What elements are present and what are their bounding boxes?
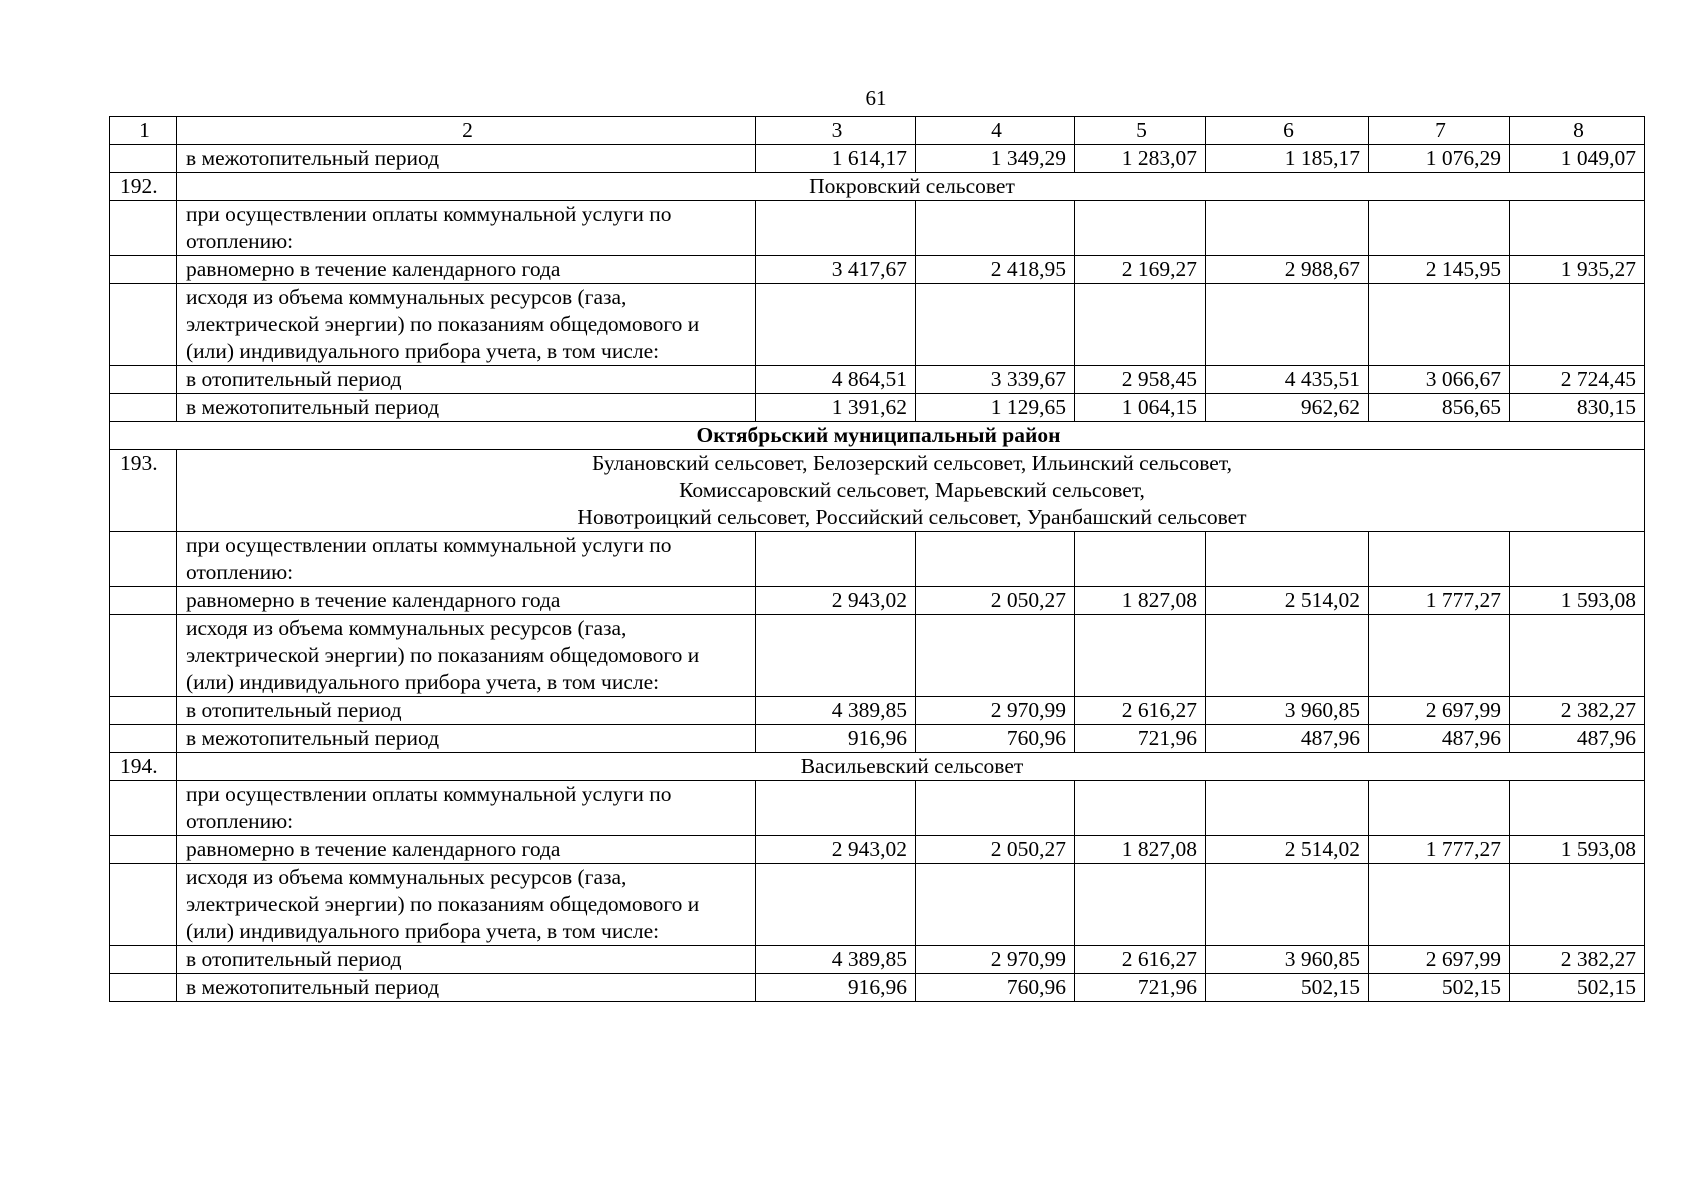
value-cell: 487,96 bbox=[1510, 725, 1645, 753]
value-cell: 1 076,29 bbox=[1369, 145, 1510, 173]
subheading-row bbox=[110, 864, 1645, 946]
row-index bbox=[110, 532, 177, 587]
empty-cell bbox=[1075, 284, 1206, 366]
table-row bbox=[110, 974, 1645, 1002]
header-cell: 3 bbox=[756, 117, 916, 145]
section-title-line: Комиссаровский сельсовет, Марьевский сельсовет, bbox=[679, 478, 1145, 502]
header-cell: 4 bbox=[916, 117, 1075, 145]
subheading-row bbox=[110, 781, 1645, 836]
value-cell: 3 960,85 bbox=[1206, 697, 1369, 725]
empty-cell bbox=[1206, 864, 1369, 946]
table-row bbox=[110, 697, 1645, 725]
row-index bbox=[110, 256, 177, 284]
tariff-table bbox=[109, 116, 1645, 1002]
value-cell: 830,15 bbox=[1510, 394, 1645, 422]
row-label: в межотопительный период bbox=[177, 725, 756, 753]
value-cell: 1 935,27 bbox=[1510, 256, 1645, 284]
value-cell: 3 417,67 bbox=[756, 256, 916, 284]
value-cell: 3 960,85 bbox=[1206, 946, 1369, 974]
section-title bbox=[177, 173, 1645, 201]
value-cell: 2 169,27 bbox=[1075, 256, 1206, 284]
empty-cell bbox=[916, 284, 1075, 366]
value-cell: 2 145,95 bbox=[1369, 256, 1510, 284]
value-cell: 487,96 bbox=[1369, 725, 1510, 753]
value-cell: 2 050,27 bbox=[916, 587, 1075, 615]
empty-cell bbox=[916, 615, 1075, 697]
empty-cell bbox=[1206, 201, 1369, 256]
empty-cell bbox=[916, 201, 1075, 256]
section-title-line: Покровский сельсовет bbox=[809, 174, 1015, 198]
row-index bbox=[110, 864, 177, 946]
subheading-row bbox=[110, 201, 1645, 256]
value-cell: 2 988,67 bbox=[1206, 256, 1369, 284]
section-title-line: Булановский сельсовет, Белозерский сельсовет, Ильинский сельсовет, bbox=[592, 451, 1232, 475]
table-row bbox=[110, 145, 1645, 173]
value-cell: 2 724,45 bbox=[1510, 366, 1645, 394]
empty-cell bbox=[1510, 781, 1645, 836]
table-row bbox=[110, 836, 1645, 864]
value-cell: 1 614,17 bbox=[756, 145, 916, 173]
value-cell: 856,65 bbox=[1369, 394, 1510, 422]
empty-cell bbox=[756, 864, 916, 946]
value-cell: 2 382,27 bbox=[1510, 946, 1645, 974]
empty-cell bbox=[916, 781, 1075, 836]
value-cell: 1 064,15 bbox=[1075, 394, 1206, 422]
value-cell: 962,62 bbox=[1206, 394, 1369, 422]
value-cell: 1 593,08 bbox=[1510, 587, 1645, 615]
row-label: в межотопительный период bbox=[177, 145, 756, 173]
value-cell: 1 049,07 bbox=[1510, 145, 1645, 173]
header-row bbox=[110, 117, 1645, 145]
value-cell: 2 970,99 bbox=[916, 946, 1075, 974]
empty-cell bbox=[1510, 864, 1645, 946]
section-index: 192. bbox=[110, 173, 177, 201]
row-label: равномерно в течение календарного года bbox=[177, 836, 756, 864]
value-cell: 2 514,02 bbox=[1206, 587, 1369, 615]
value-cell: 1 349,29 bbox=[916, 145, 1075, 173]
row-label: при осуществлении оплаты коммунальной услуги по отоплению: bbox=[177, 532, 756, 587]
value-cell: 2 958,45 bbox=[1075, 366, 1206, 394]
empty-cell bbox=[1369, 615, 1510, 697]
value-cell: 2 943,02 bbox=[756, 836, 916, 864]
empty-cell bbox=[1206, 781, 1369, 836]
value-cell: 3 066,67 bbox=[1369, 366, 1510, 394]
empty-cell bbox=[916, 864, 1075, 946]
row-label: в отопительный период bbox=[177, 366, 756, 394]
section-row bbox=[110, 450, 1645, 532]
value-cell: 2 050,27 bbox=[916, 836, 1075, 864]
empty-cell bbox=[1206, 615, 1369, 697]
value-cell: 2 970,99 bbox=[916, 697, 1075, 725]
empty-cell bbox=[756, 615, 916, 697]
value-cell: 502,15 bbox=[1206, 974, 1369, 1002]
row-label: в межотопительный период bbox=[177, 394, 756, 422]
row-index bbox=[110, 201, 177, 256]
empty-cell bbox=[1075, 781, 1206, 836]
empty-cell bbox=[756, 532, 916, 587]
value-cell: 1 391,62 bbox=[756, 394, 916, 422]
row-index bbox=[110, 394, 177, 422]
value-cell: 3 339,67 bbox=[916, 366, 1075, 394]
value-cell: 916,96 bbox=[756, 725, 916, 753]
row-index bbox=[110, 725, 177, 753]
value-cell: 1 827,08 bbox=[1075, 587, 1206, 615]
row-index bbox=[110, 781, 177, 836]
row-index bbox=[110, 697, 177, 725]
row-label: при осуществлении оплаты коммунальной услуги по отоплению: bbox=[177, 781, 756, 836]
header-cell: 1 bbox=[110, 117, 177, 145]
table-row bbox=[110, 587, 1645, 615]
value-cell: 1 593,08 bbox=[1510, 836, 1645, 864]
empty-cell bbox=[1510, 201, 1645, 256]
value-cell: 1 827,08 bbox=[1075, 836, 1206, 864]
section-title bbox=[177, 450, 1645, 532]
page-number: 61 bbox=[865, 86, 887, 110]
value-cell: 2 616,27 bbox=[1075, 946, 1206, 974]
header-cell: 7 bbox=[1369, 117, 1510, 145]
empty-cell bbox=[1369, 781, 1510, 836]
empty-cell bbox=[916, 532, 1075, 587]
value-cell: 760,96 bbox=[916, 974, 1075, 1002]
empty-cell bbox=[1510, 615, 1645, 697]
row-index bbox=[110, 284, 177, 366]
row-index bbox=[110, 587, 177, 615]
row-index bbox=[110, 974, 177, 1002]
value-cell: 4 389,85 bbox=[756, 697, 916, 725]
header-cell: 6 bbox=[1206, 117, 1369, 145]
empty-cell bbox=[756, 201, 916, 256]
table-row bbox=[110, 256, 1645, 284]
district-row bbox=[110, 422, 1645, 450]
value-cell: 4 435,51 bbox=[1206, 366, 1369, 394]
value-cell: 2 382,27 bbox=[1510, 697, 1645, 725]
empty-cell bbox=[1075, 864, 1206, 946]
table-row bbox=[110, 366, 1645, 394]
row-label: в межотопительный период bbox=[177, 974, 756, 1002]
value-cell: 2 418,95 bbox=[916, 256, 1075, 284]
value-cell: 2 514,02 bbox=[1206, 836, 1369, 864]
row-label: исходя из объема коммунальных ресурсов (газа, электрической энергии) по показаниям общедомового и (или) индивидуального прибора учета, в том числе: bbox=[177, 615, 756, 697]
section-row bbox=[110, 173, 1645, 201]
value-cell: 1 777,27 bbox=[1369, 587, 1510, 615]
header-cell: 2 bbox=[177, 117, 756, 145]
section-title-line: Новотроицкий сельсовет, Российский сельсовет, Уранбашский сельсовет bbox=[577, 505, 1247, 529]
table-row bbox=[110, 946, 1645, 974]
table-row bbox=[110, 394, 1645, 422]
empty-cell bbox=[1206, 532, 1369, 587]
row-index bbox=[110, 145, 177, 173]
subheading-row bbox=[110, 532, 1645, 587]
row-label: в отопительный период bbox=[177, 697, 756, 725]
header-cell: 5 bbox=[1075, 117, 1206, 145]
value-cell: 2 697,99 bbox=[1369, 697, 1510, 725]
row-label: при осуществлении оплаты коммунальной услуги по отоплению: bbox=[177, 201, 756, 256]
value-cell: 502,15 bbox=[1510, 974, 1645, 1002]
empty-cell bbox=[1206, 284, 1369, 366]
row-label: исходя из объема коммунальных ресурсов (газа, электрической энергии) по показаниям общедомового и (или) индивидуального прибора учета, в том числе: bbox=[177, 864, 756, 946]
district-title: Октябрьский муниципальный район bbox=[110, 422, 1645, 450]
value-cell: 4 389,85 bbox=[756, 946, 916, 974]
empty-cell bbox=[756, 284, 916, 366]
value-cell: 721,96 bbox=[1075, 974, 1206, 1002]
empty-cell bbox=[1075, 201, 1206, 256]
section-index: 193. bbox=[110, 450, 177, 532]
value-cell: 1 283,07 bbox=[1075, 145, 1206, 173]
row-index bbox=[110, 366, 177, 394]
row-label: равномерно в течение календарного года bbox=[177, 256, 756, 284]
value-cell: 4 864,51 bbox=[756, 366, 916, 394]
row-label: исходя из объема коммунальных ресурсов (газа, электрической энергии) по показаниям общедомового и (или) индивидуального прибора учета, в том числе: bbox=[177, 284, 756, 366]
value-cell: 916,96 bbox=[756, 974, 916, 1002]
section-title bbox=[177, 753, 1645, 781]
section-title-line: Васильевский сельсовет bbox=[800, 754, 1024, 778]
empty-cell bbox=[1075, 532, 1206, 587]
value-cell: 502,15 bbox=[1369, 974, 1510, 1002]
empty-cell bbox=[1075, 615, 1206, 697]
value-cell: 2 943,02 bbox=[756, 587, 916, 615]
section-index: 194. bbox=[110, 753, 177, 781]
section-row bbox=[110, 753, 1645, 781]
row-index bbox=[110, 946, 177, 974]
empty-cell bbox=[1510, 284, 1645, 366]
value-cell: 1 777,27 bbox=[1369, 836, 1510, 864]
empty-cell bbox=[1369, 201, 1510, 256]
empty-cell bbox=[1369, 864, 1510, 946]
value-cell: 2 697,99 bbox=[1369, 946, 1510, 974]
row-label: в отопительный период bbox=[177, 946, 756, 974]
row-index bbox=[110, 836, 177, 864]
empty-cell bbox=[1369, 284, 1510, 366]
value-cell: 487,96 bbox=[1206, 725, 1369, 753]
value-cell: 1 129,65 bbox=[916, 394, 1075, 422]
table-row bbox=[110, 725, 1645, 753]
value-cell: 721,96 bbox=[1075, 725, 1206, 753]
subheading-row bbox=[110, 284, 1645, 366]
subheading-row bbox=[110, 615, 1645, 697]
empty-cell bbox=[756, 781, 916, 836]
empty-cell bbox=[1369, 532, 1510, 587]
value-cell: 2 616,27 bbox=[1075, 697, 1206, 725]
row-index bbox=[110, 615, 177, 697]
header-cell: 8 bbox=[1510, 117, 1645, 145]
value-cell: 760,96 bbox=[916, 725, 1075, 753]
empty-cell bbox=[1510, 532, 1645, 587]
row-label: равномерно в течение календарного года bbox=[177, 587, 756, 615]
value-cell: 1 185,17 bbox=[1206, 145, 1369, 173]
